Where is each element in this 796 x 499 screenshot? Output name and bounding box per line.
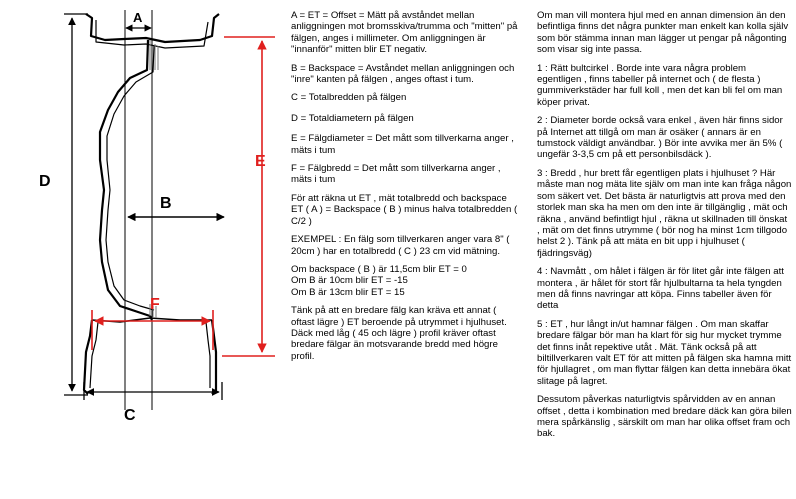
rim-profile-inner	[90, 20, 210, 388]
advice-point-1: 1 : Rätt bultcirkel . Borde inte vara några problem egentligen , finns tabeller på internet och ( de flesta ) gummiverkstäder har full koll , men det kan bli fel om man köper privat.	[537, 62, 783, 108]
dimension-c	[84, 382, 222, 400]
definition-a: A = ET = Offset = Mätt på avståndet mellan anliggningen mot bromsskiva/trumma och "mitten" på fälgen, anges i millimeter. Om anliggningen är "innanför" mitten blir ET negativ.	[291, 10, 518, 56]
advice-point-2: 2 : Diameter borde också vara enkel , även här finns sidor på Internet att tillgå om man är osäker ( annars är en tumstock väldigt användbar. ) Bör inte avvika mer än 5% ( ungefär 3-3,5 cm på ett personbilsdäck ).	[537, 115, 783, 161]
wheel-rim-cross-section-diagram	[0, 0, 285, 499]
definition-d: D = Totaldiametern på fälgen	[291, 112, 414, 124]
label-e: E	[255, 153, 266, 170]
example-note: Tänk på att en bredare fälg kan kräva ett annat ( oftast lägre ) ET beroende på utrymmet i hjulhuset. Däck med låg ( 45 och lägre ) profil kräver oftast bredare fälgar än motsvarande bredd med högre profil.	[291, 305, 507, 362]
definition-c: C = Totalbredden på fälgen	[291, 92, 407, 104]
label-f: F	[150, 296, 160, 313]
example-results	[291, 264, 519, 298]
dimension-d	[64, 14, 88, 395]
example-result-3: Om B är 13cm blir ET = 15	[291, 286, 405, 298]
example-result-2: Om B är 10cm blir ET = -15	[291, 275, 408, 287]
calculation-intro-text: För att räkna ut ET , mät totalbredd och backspace	[291, 192, 507, 204]
definition-b: B = Backspace = Avståndet mellan anliggningen och "inre" kanten på fälgen , anges oftast i tum.	[291, 62, 515, 86]
rim-weld-seams	[150, 40, 158, 318]
label-c: C	[124, 407, 136, 424]
definitions-column	[291, 10, 519, 369]
definition-f: F = Fälgbredd = Det mått som tillverkarna anger , mäts i tum	[291, 163, 501, 186]
advice-point-3: 3 : Bredd , hur brett får egentligen plats i hjulhuset ? Här måste man nog mäta lite själv om man inte kan fråga någon som säkert vet. Det bästa är naturligtvis att prova med den storlek man ska ha men om den inte är tillgänglig , mät och räkna , använd befintligt hjul , räkna ut skillnaden till önskat , mät om det finns utrymme ( bör nog ha minst 1cm tillgodo helst 2 ). Tänk på att mäta en bit upp i hjulhuset ( fjädringsväg)	[537, 167, 792, 259]
example-result-1: Om backspace ( B ) är 11,5cm blir ET = 0	[291, 263, 467, 275]
calculation-formula: ET ( A ) = Backspace ( B ) minus halva totalbredden ( C/2 )	[291, 204, 518, 227]
label-d: D	[39, 173, 51, 190]
advice-point-5: 5 : ET , hur långt in/ut hamnar fälgen . Om man skaffar bredare fälgar bör man ha klart för sig hur mycket trymme det finns inåt repektive utåt . Mät. Tänk också på att biltillverkaren valt ET för att mitten på fälgen ska hamna mitt för hjullagret , om man flyttar fälgen kan detta innebära ökat slitage på lagret.	[537, 318, 792, 387]
example-text: EXEMPEL : En fälg som tillverkaren anger vara 8" ( 20cm ) har en totalbredd ( C ) 23 cm vid mätning.	[291, 234, 510, 257]
dimension-e	[222, 37, 275, 356]
label-b: B	[160, 195, 172, 212]
advice-closing: Dessutom påverkas naturligtvis spårvidden av en annan offset , detta i kombination med bredare däck kan göra bilen mera spårkänslig , särskilt om man har olika offset fram och bak.	[537, 394, 792, 440]
advice-intro: Om man vill montera hjul med en annan dimension än den befintliga finns det några punkter man enkelt kan kolla själv som bör stämma innan man lägger ut pengar på någonting som visar sig inte passa.	[537, 10, 789, 56]
label-a: A	[133, 10, 143, 25]
definition-e: E = Fälgdiameter = Det mått som tillverkarna anger , mäts i tum	[291, 133, 514, 156]
advice-column	[537, 10, 792, 447]
advice-point-4: 4 : Navmått , om hålet i fälgen är för litet går inte fälgen att montera , är hålet för stort får hjulbultarna ta hela tyngden men då finns navringar att köpa. Finns tabeller även för detta	[537, 266, 784, 312]
calculation-intro	[291, 193, 519, 204]
